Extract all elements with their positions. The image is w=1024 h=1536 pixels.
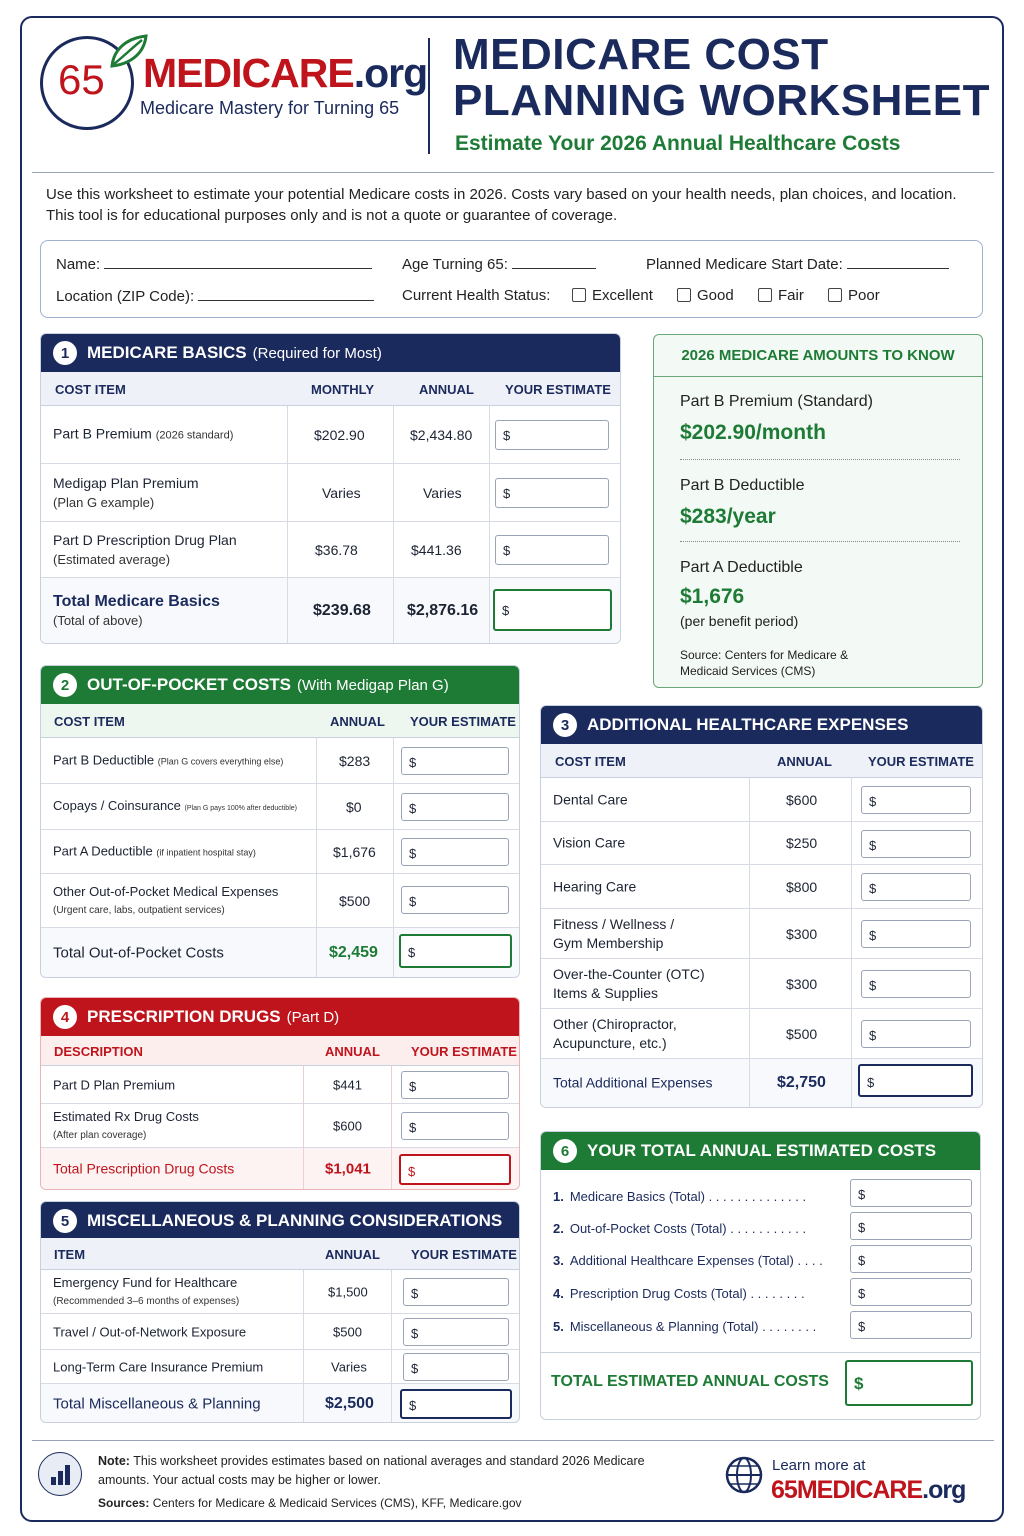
start-date-input[interactable] (847, 255, 949, 269)
part-b-premium-value: $202.90/month (680, 421, 826, 444)
section-header: 5 MISCELLANEOUS & PLANNING CONSIDERATIONS (41, 1202, 519, 1240)
estimate-input[interactable]: $ (861, 920, 971, 948)
table-row: Part B Premium (2026 standard) $202.90 $2,434.80 $ (41, 406, 620, 464)
total-estimate-input[interactable]: $ (399, 1154, 511, 1185)
estimate-input[interactable]: $ (495, 535, 609, 565)
total-line-3: 3. Additional Healthcare Expenses (Total) . . . . (553, 1253, 823, 1268)
table-row: Emergency Fund for Healthcare (Recommended 3–6 months of expenses) $1,500 $ (41, 1270, 519, 1314)
total-estimate-input[interactable]: $ (493, 589, 612, 631)
total-estimate-input[interactable]: $ (399, 934, 512, 968)
total-line-4: 4. Prescription Drug Costs (Total) . . . . . . . . (553, 1286, 805, 1301)
site-logo[interactable] (40, 36, 428, 156)
column-headers: COST ITEM ANNUAL YOUR ESTIMATE (541, 744, 982, 778)
checkbox-excellent[interactable]: Excellent (572, 287, 653, 304)
total-line-1: 1. Medicare Basics (Total) . . . . . . . . . . . . . . (553, 1189, 807, 1204)
table-row: Vision Care $250 $ (541, 822, 982, 865)
total-input-5[interactable]: $ (850, 1311, 972, 1339)
section-header: 4 PRESCRIPTION DRUGS (Part D) (41, 998, 519, 1036)
name-input[interactable] (104, 255, 372, 269)
estimate-input[interactable]: $ (401, 886, 509, 914)
header-rule (32, 172, 994, 173)
table-row: Dental Care $600 $ (541, 778, 982, 822)
section-out-of-pocket (40, 665, 520, 978)
estimate-input[interactable]: $ (403, 1318, 509, 1346)
part-b-deductible-value: $283/year (680, 505, 776, 528)
amounts-source: Source: Centers for Medicare & Medicaid Services (CMS) (680, 648, 849, 678)
checkbox-icon[interactable] (572, 288, 586, 302)
start-date-field: Planned Medicare Start Date: (646, 255, 949, 273)
checkbox-good[interactable]: Good (677, 287, 734, 304)
checkbox-fair[interactable]: Fair (758, 287, 804, 304)
total-row: Total Miscellaneous & Planning $2,500 $ (41, 1384, 519, 1423)
page-title: MEDICARE COST PLANNING WORKSHEET (453, 30, 990, 125)
total-row: Total Prescription Drug Costs $1,041 $ (41, 1148, 519, 1190)
name-field: Name: (56, 255, 372, 273)
leaf-icon (108, 34, 148, 68)
total-input-2[interactable]: $ (850, 1212, 972, 1240)
estimate-input[interactable]: $ (401, 838, 509, 866)
website-link[interactable]: 65MEDICARE.org (771, 1476, 966, 1504)
total-estimate-input[interactable]: $ (858, 1064, 973, 1097)
location-field: Location (ZIP Code): (56, 287, 374, 305)
learn-more-text: Learn more at (772, 1457, 866, 1474)
table-row: Part B Deductible (Plan G covers everything else) $283 $ (41, 738, 519, 784)
total-row: Total Out-of-Pocket Costs $2,459 $ (41, 928, 519, 978)
estimate-input[interactable]: $ (403, 1353, 509, 1381)
table-row: Hearing Care $800 $ (541, 865, 982, 909)
section-header: 2 OUT-OF-POCKET COSTS (With Medigap Plan G) (41, 666, 519, 704)
grand-total-input[interactable]: $ (845, 1360, 973, 1406)
section-header: 1 MEDICARE BASICS (Required for Most) (41, 334, 620, 372)
table-row: Part D Plan Premium $441 $ (41, 1066, 519, 1104)
health-status-label: Current Health Status: (402, 287, 551, 304)
table-row: Long-Term Care Insurance Premium Varies $ (41, 1350, 519, 1384)
total-line-2: 2. Out-of-Pocket Costs (Total) . . . . . . . . . . . (553, 1221, 807, 1236)
section-header: 6 YOUR TOTAL ANNUAL ESTIMATED COSTS (541, 1132, 980, 1170)
estimate-input[interactable]: $ (495, 478, 609, 508)
total-input-4[interactable]: $ (850, 1278, 972, 1306)
section-prescription-drugs (40, 997, 520, 1190)
checkbox-poor[interactable]: Poor (828, 287, 880, 304)
column-headers: DESCRIPTION ANNUAL YOUR ESTIMATE (41, 1036, 519, 1066)
section-additional-expenses (540, 705, 983, 1108)
intro-text: Use this worksheet to estimate your potential Medicare costs in 2026. Costs vary based on your health needs, plan choices, and location. This tool is for educational purposes only and is not a quote or guarantee of coverage. (46, 186, 957, 224)
key-amounts-box: 2026 MEDICARE AMOUNTS TO KNOW Part B Premium (Standard) $202.90/month Part B Deductible $283/year Part A Deductible $1,676 (per benefit period) Source: Centers for Medicare & Medicaid Services (CMS) (653, 334, 983, 688)
table-row: Part D Prescription Drug Plan (Estimated average) $36.78 $441.36 $ (41, 522, 620, 578)
estimate-input[interactable]: $ (861, 873, 971, 901)
column-headers: COST ITEM ANNUAL YOUR ESTIMATE (41, 704, 519, 738)
age-field: Age Turning 65: (402, 255, 596, 273)
page-subtitle: Estimate Your 2026 Annual Healthcare Costs (455, 132, 901, 155)
column-headers: COST ITEM MONTHLY ANNUAL YOUR ESTIMATE (41, 372, 620, 406)
estimate-input[interactable]: $ (401, 747, 509, 775)
zip-input[interactable] (198, 287, 374, 301)
total-estimate-input[interactable]: $ (400, 1389, 512, 1419)
grand-total-label: TOTAL ESTIMATED ANNUAL COSTS (551, 1373, 829, 1390)
estimate-input[interactable]: $ (403, 1278, 509, 1306)
total-input-3[interactable]: $ (850, 1245, 972, 1273)
age-input[interactable] (512, 255, 596, 269)
checkbox-icon[interactable] (758, 288, 772, 302)
estimate-input[interactable]: $ (401, 1071, 509, 1099)
total-row: Total Additional Expenses $2,750 $ (541, 1059, 982, 1107)
part-a-deductible-value: $1,676 (680, 585, 745, 608)
column-headers: ITEM ANNUAL YOUR ESTIMATE (41, 1238, 519, 1270)
table-row: Copays / Coinsurance (Plan G pays 100% after deductible) $0 $ (41, 784, 519, 830)
estimate-input[interactable]: $ (495, 420, 609, 450)
globe-icon (724, 1455, 764, 1495)
section-header: 3 ADDITIONAL HEALTHCARE EXPENSES (541, 706, 982, 744)
personal-info-box (40, 240, 983, 318)
logo-tagline: Medicare Mastery for Turning 65 (140, 98, 400, 118)
estimate-input[interactable]: $ (861, 830, 971, 858)
table-row: Over-the-Counter (OTC) Items & Supplies $300 $ (541, 959, 982, 1009)
footer-note: Note: This worksheet provides estimates based on national averages and standard 2026 Medicare amounts. Your actual costs may be higher or lower. Sources: Centers for Medicare & Medicaid Services (CMS), KFF, Medicare.gov (98, 1454, 645, 1510)
chart-icon (38, 1452, 82, 1496)
logo-wordmark: MEDICARE.org (143, 50, 428, 96)
estimate-input[interactable]: $ (861, 1020, 971, 1048)
section-medicare-basics (40, 333, 621, 644)
estimate-input[interactable]: $ (401, 1112, 509, 1140)
total-line-5: 5. Miscellaneous & Planning (Total) . . . . . . . . (553, 1319, 817, 1334)
footer-rule (32, 1440, 994, 1441)
section-miscellaneous (40, 1201, 520, 1423)
section-total-estimated-costs (540, 1131, 981, 1420)
table-row: Estimated Rx Drug Costs (After plan coverage) $600 $ (41, 1104, 519, 1148)
key-amounts-title: 2026 MEDICARE AMOUNTS TO KNOW (654, 335, 982, 377)
total-input-1[interactable]: $ (850, 1179, 972, 1207)
table-row: Medigap Plan Premium (Plan G example) Varies Varies $ (41, 464, 620, 522)
total-row: Total Medicare Basics (Total of above) $239.68 $2,876.16 $ (41, 578, 620, 644)
checkbox-icon[interactable] (677, 288, 691, 302)
table-row: Fitness / Wellness / Gym Membership $300 $ (541, 909, 982, 959)
estimate-input[interactable]: $ (861, 786, 971, 814)
table-row: Travel / Out-of-Network Exposure $500 $ (41, 1314, 519, 1350)
header-divider (428, 38, 430, 154)
estimate-input[interactable]: $ (401, 793, 509, 821)
checkbox-icon[interactable] (828, 288, 842, 302)
table-row: Other (Chiropractor, Acupuncture, etc.) $500 $ (541, 1009, 982, 1059)
table-row: Part A Deductible (if inpatient hospital stay) $1,676 $ (41, 830, 519, 874)
table-row: Other Out-of-Pocket Medical Expenses (Urgent care, labs, outpatient services) $500 $ (41, 874, 519, 928)
logo-number: 65 (58, 56, 105, 103)
estimate-input[interactable]: $ (861, 970, 971, 998)
